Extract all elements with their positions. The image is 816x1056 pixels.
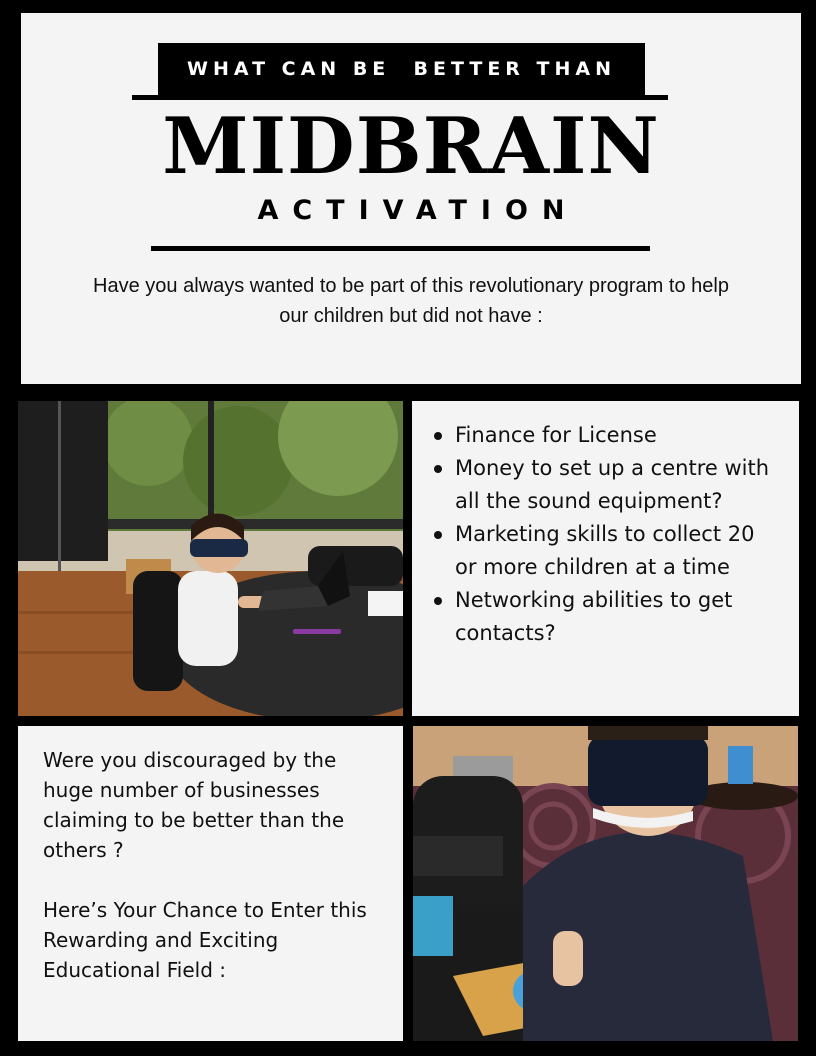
closing-panel <box>18 726 403 1041</box>
kicker-banner: WHAT CAN BE BETTER THAN <box>158 43 645 95</box>
photo-child-laptop <box>18 401 403 716</box>
list-item: Money to set up a centre with all the sound equipment? <box>432 452 782 518</box>
header-panel <box>21 13 801 384</box>
list-item: Finance for License <box>432 419 782 452</box>
subtitle: ACTIVATION <box>257 195 579 226</box>
closing-paragraph-2: Here’s Your Chance to Enter this Rewarding and Exciting Educational Field : <box>43 898 367 982</box>
page-title: MIDBRAIN <box>162 101 660 192</box>
needs-list <box>432 419 782 650</box>
photo-child-puzzle <box>413 726 798 1041</box>
intro-text: Have you always wanted to be part of this revolutionary program to help our children but did not have : <box>93 275 729 327</box>
closing-paragraph-1: Were you discouraged by the huge number of businesses claiming to be better than the others ? <box>43 748 345 862</box>
list-item: Marketing skills to collect 20 or more children at a time <box>432 518 782 584</box>
needs-panel <box>412 401 799 716</box>
bottom-rule <box>151 246 650 251</box>
list-item: Networking abilities to get contacts? <box>432 584 782 650</box>
